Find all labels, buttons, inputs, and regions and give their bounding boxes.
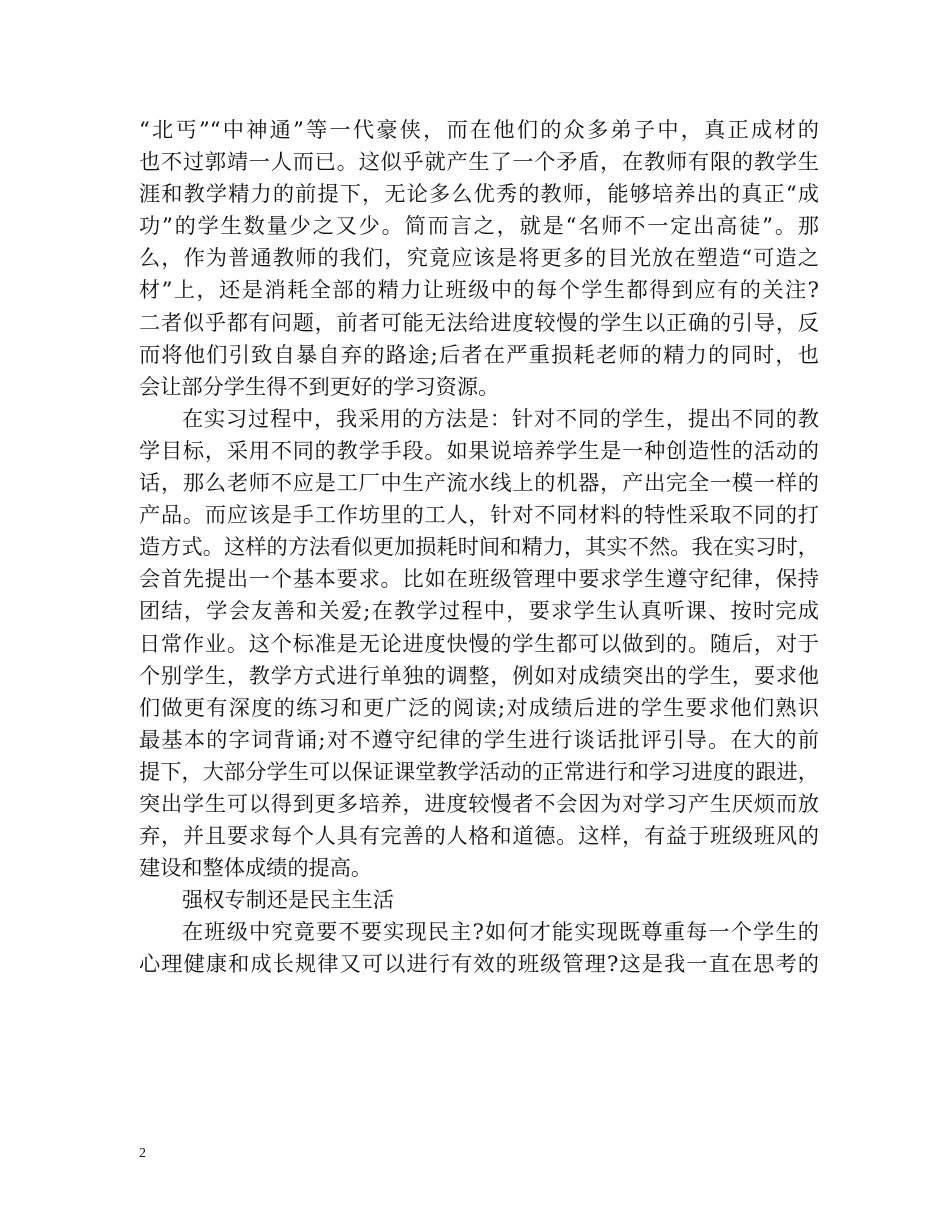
text-line: 提下，大部分学生可以保证课堂教学活动的正常进行和学习进度的跟进，	[139, 758, 819, 784]
text-line: 团结，学会友善和关爱;在教学过程中，要求学生认真听课、按时完成	[139, 598, 819, 624]
text-line: 日常作业。这个标准是无论进度快慢的学生都可以做到的。随后，对于	[139, 630, 819, 656]
text-line: 建设和整体成绩的提高。	[139, 855, 373, 881]
text-line: “北丐”“中神通”等一代豪侠，而在他们的众多弟子中，真正成材的	[139, 117, 819, 142]
text-line: 个别学生，教学方式进行单独的调整，例如对成绩突出的学生，要求他	[139, 662, 819, 688]
text-line: 话，那么老师不应是工厂中生产流水线上的机器，产出完全一模一样的	[139, 470, 819, 496]
text-line: 么，作为普通教师的我们，究竟应该是将更多的目光放在塑造“可造之	[139, 245, 819, 271]
text-line: 最基本的字词背诵;对不遵守纪律的学生进行谈话批评引导。在大的前	[139, 726, 819, 752]
text-line: 们做更有深度的练习和更广泛的阅读;对成绩后进的学生要求他们熟识	[139, 694, 819, 720]
text-line: 会首先提出一个基本要求。比如在班级管理中要求学生遵守纪律，保持	[139, 566, 819, 592]
text-line: 二者似乎都有问题，前者可能无法给进度较慢的学生以正确的引导，反	[139, 309, 819, 335]
body-text	[139, 114, 819, 981]
text-line: 功”的学生数量少之又少。简而言之，就是“名师不一定出高徒”。那	[139, 213, 819, 239]
text-line: 造方式。这样的方法看似更加损耗时间和精力，其实不然。我在实习时，	[139, 534, 819, 560]
paragraph-first-line: 在实习过程中，我采用的方法是：针对不同的学生，提出不同的教	[182, 405, 819, 431]
text-line: 突出学生可以得到更多培养，进度较慢者不会因为对学习产生厌烦而放	[139, 790, 819, 816]
text-line: 也不过郭靖一人而已。这似乎就产生了一个矛盾，在教师有限的教学生	[139, 149, 819, 175]
text-line: 涯和教学精力的前提下，无论多么优秀的教师，能够培养出的真正“成	[139, 181, 819, 207]
text-line: 产品。而应该是手工作坊里的工人，针对不同材料的特性采取不同的打	[139, 502, 819, 528]
paragraph-first-line: 在班级中究竟要不要实现民主?如何才能实现既尊重每一个学生的	[182, 919, 819, 945]
text-line: 而将他们引致自暴自弃的路途;后者在严重损耗老师的精力的同时，也	[139, 341, 819, 367]
page-number: 2	[139, 1146, 146, 1161]
text-line: 心理健康和成长规律又可以进行有效的班级管理?这是我一直在思考的	[139, 951, 819, 977]
section-heading: 强权专制还是民主生活	[182, 887, 394, 913]
text-line: 会让部分学生得不到更好的学习资源。	[139, 373, 500, 399]
text-line: 弃，并且要求每个人具有完善的人格和道德。这样，有益于班级班风的	[139, 823, 819, 849]
text-line: 学目标，采用不同的教学手段。如果说培养学生是一种创造性的活动的	[139, 437, 819, 463]
text-line: 材”上，还是消耗全部的精力让班级中的每个学生都得到应有的关注?	[139, 277, 819, 303]
